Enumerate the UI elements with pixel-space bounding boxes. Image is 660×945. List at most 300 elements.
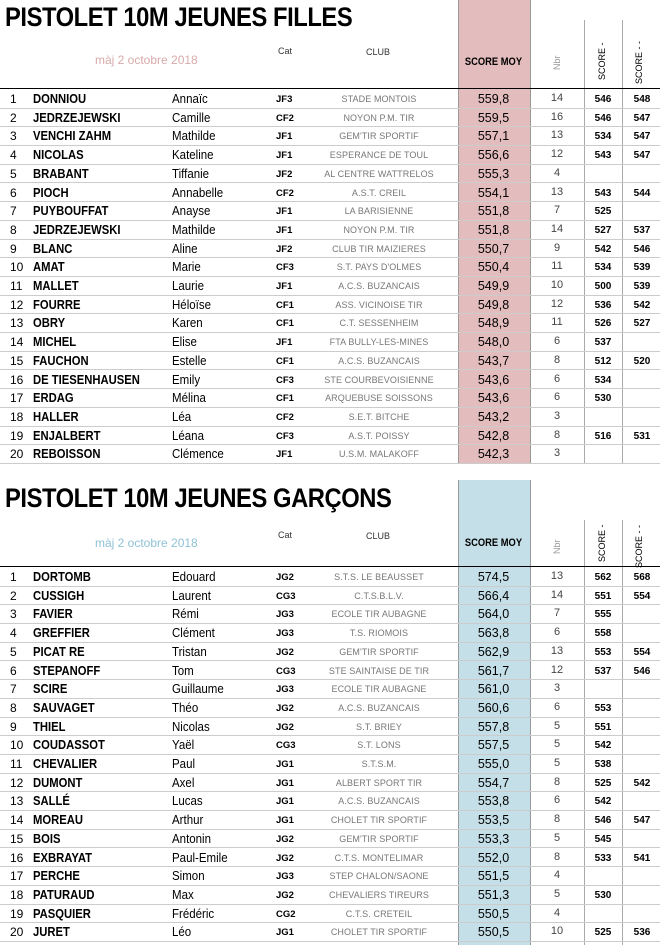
boys-cell-rank: 4 <box>10 626 17 641</box>
boys-cat-header: Cat <box>278 530 293 540</box>
boys-score2-header: SCORE - - <box>634 524 644 568</box>
girls-table-row <box>0 370 660 390</box>
girls-cell-last-name: MICHEL <box>33 335 77 350</box>
boys-table-row <box>0 642 660 662</box>
boys-cell-last-name: PASQUIER <box>33 906 91 921</box>
girls-cell-score-avg: 551,8 <box>477 204 510 219</box>
boys-cell-nbr: 5 <box>553 738 561 751</box>
boys-cell-category: JG3 <box>276 628 294 640</box>
boys-cell-last-name: MOREAU <box>33 813 84 828</box>
boys-table-row <box>0 810 660 830</box>
boys-cell-first-name: Tristan <box>172 644 207 659</box>
boys-cell-last-name: FAVIER <box>33 607 73 622</box>
boys-cell-category: JG3 <box>276 684 294 696</box>
girls-cell-last-name: PIOCH <box>33 185 69 200</box>
girls-table-row <box>0 145 660 165</box>
girls-cell-score-avg: 543,7 <box>477 353 510 368</box>
boys-cell-score-1: 525 <box>594 777 612 789</box>
girls-cell-first-name: Anayse <box>172 204 211 219</box>
girls-cell-rank: 20 <box>10 447 24 462</box>
girls-cell-score-1: 534 <box>594 262 612 274</box>
boys-cell-rank: 19 <box>10 906 24 921</box>
boys-cell-last-name: GREFFIER <box>33 626 90 641</box>
boys-cell-nbr: 5 <box>553 831 561 844</box>
girls-cell-score-2: 547 <box>633 131 651 143</box>
boys-cell-score-1: 542 <box>594 796 612 808</box>
girls-cell-nbr: 9 <box>553 241 561 254</box>
boys-cell-rank: 17 <box>10 869 24 884</box>
boys-cell-score-1: 558 <box>594 628 612 640</box>
girls-cell-nbr: 6 <box>553 391 561 404</box>
girls-cell-nbr: 12 <box>550 148 564 161</box>
boys-cell-last-name: STEPANOFF <box>33 663 101 678</box>
boys-cell-rank: 20 <box>10 925 24 940</box>
boys-cell-rank: 13 <box>10 794 24 809</box>
girls-cell-club: C.T. SESSENHEIM <box>339 318 419 329</box>
boys-table-row <box>0 904 660 924</box>
girls-cell-nbr: 11 <box>551 260 563 273</box>
girls-cell-category: CF3 <box>276 430 294 442</box>
girls-cell-nbr: 14 <box>550 92 564 104</box>
girls-cell-score-avg: 548,9 <box>477 316 510 331</box>
girls-cell-score-1: 536 <box>594 299 612 311</box>
girls-cell-score-2: 547 <box>633 150 651 162</box>
boys-cell-category: JG2 <box>276 702 294 714</box>
boys-cell-nbr: 6 <box>553 794 561 807</box>
girls-cell-club: GEM'TIR SPORTIF <box>339 131 419 142</box>
boys-cell-category: JG1 <box>276 815 294 827</box>
girls-cell-club: ESPERANCE DE TOUL <box>329 150 429 161</box>
girls-cell-nbr: 6 <box>553 372 561 385</box>
girls-section <box>0 0 660 465</box>
girls-cat-header: Cat <box>278 46 293 56</box>
boys-cell-last-name: JURET <box>33 925 70 940</box>
girls-cell-nbr: 3 <box>553 409 561 422</box>
boys-cell-score-2: 542 <box>633 777 651 789</box>
boys-cell-rank: 10 <box>10 738 24 753</box>
girls-cell-score-avg: 554,1 <box>477 185 510 200</box>
girls-cell-nbr: 11 <box>551 316 563 329</box>
girls-cell-score-1: 500 <box>594 281 612 292</box>
girls-cell-last-name: DONNIOU <box>33 92 87 106</box>
girls-cell-last-name: PUYBOUFFAT <box>33 204 109 219</box>
girls-cell-last-name: ERDAG <box>33 391 74 406</box>
boys-cell-first-name: Axel <box>172 775 195 790</box>
boys-cell-score-avg: 557,8 <box>477 719 510 734</box>
boys-cell-score-1: 551 <box>594 590 612 602</box>
boys-cell-rank: 12 <box>10 775 24 790</box>
boys-cell-first-name: Laurent <box>172 588 212 603</box>
boys-cell-club: STE SAINTAISE DE TIR <box>328 665 430 676</box>
girls-cell-nbr: 16 <box>550 110 564 123</box>
girls-table-row <box>0 351 660 371</box>
girls-cell-club: A.C.S. BUZANCAIS <box>338 281 420 291</box>
boys-table-row <box>0 922 660 942</box>
boys-cell-club: C.T.S. CRETEIL <box>345 908 413 919</box>
boys-cell-category: JG1 <box>276 777 294 789</box>
girls-cell-score-avg: 543,6 <box>477 391 510 406</box>
boys-cell-score-1: 553 <box>594 702 612 714</box>
boys-cell-score-1: 542 <box>594 740 612 752</box>
boys-table-row <box>0 791 660 811</box>
boys-cell-category: JG3 <box>276 609 294 621</box>
girls-cell-score-2: 547 <box>633 112 651 124</box>
girls-cell-nbr: 8 <box>553 353 561 366</box>
girls-cell-category: JF1 <box>276 150 293 162</box>
girls-cell-category: JF2 <box>276 243 293 255</box>
boys-cell-score-1: 537 <box>594 665 612 677</box>
girls-cell-score-2: 531 <box>633 430 651 442</box>
boys-cell-nbr: 14 <box>550 588 564 601</box>
girls-cell-rank: 2 <box>10 110 17 125</box>
girls-cell-rank: 16 <box>10 372 24 387</box>
girls-cell-last-name: DE TIESENHAUSEN <box>33 372 140 387</box>
boys-cell-last-name: CHEVALIER <box>33 757 98 771</box>
boys-cell-last-name: DORTOMB <box>33 570 91 584</box>
boys-score1-header: SCORE - <box>597 524 607 562</box>
boys-cell-category: CG3 <box>276 665 296 677</box>
girls-cell-rank: 12 <box>10 297 24 312</box>
boys-cell-score-1: 545 <box>594 833 612 845</box>
girls-cell-score-2: 544 <box>633 187 651 199</box>
girls-cell-category: CF1 <box>276 318 294 330</box>
girls-cell-club: LA BARISIENNE <box>344 206 414 217</box>
girls-cell-first-name: Karen <box>172 316 203 331</box>
girls-table-row <box>0 220 660 240</box>
boys-cell-last-name: SAUVAGET <box>33 700 95 715</box>
girls-cell-rank: 9 <box>10 241 17 256</box>
boys-cell-club: CHEVALIERS TIREURS <box>329 889 429 900</box>
boys-cell-first-name: Guillaume <box>172 682 224 697</box>
boys-cell-score-avg: 551,5 <box>477 869 510 884</box>
girls-cell-category: CF3 <box>276 262 294 274</box>
girls-cell-club: A.S.T. POISSY <box>348 430 410 441</box>
boys-cell-last-name: BOIS <box>33 831 61 846</box>
boys-cell-club: C.T.S. MONTELIMAR <box>334 852 424 863</box>
girls-cell-nbr: 7 <box>553 204 561 217</box>
girls-cell-rank: 7 <box>10 204 17 219</box>
boys-cell-score-avg: 562,9 <box>477 644 510 659</box>
girls-table-row <box>0 407 660 427</box>
girls-cell-score-1: 534 <box>594 374 612 386</box>
girls-cell-score-1: 543 <box>594 187 612 199</box>
boys-cell-nbr: 8 <box>553 813 561 826</box>
boys-cell-last-name: SALLÉ <box>33 794 70 809</box>
boys-cell-nbr: 13 <box>550 570 564 582</box>
girls-cell-last-name: MALLET <box>33 279 79 293</box>
girls-table-row <box>0 126 660 146</box>
boys-cell-score-1: 538 <box>594 759 612 770</box>
boys-cell-score-1: 562 <box>594 572 612 583</box>
girls-cell-category: JF2 <box>276 168 293 180</box>
girls-cell-rank: 1 <box>10 92 17 106</box>
girls-table-row <box>0 295 660 315</box>
girls-cell-rank: 19 <box>10 428 24 443</box>
girls-cell-score-1: 527 <box>594 224 612 236</box>
boys-cell-nbr: 8 <box>553 775 561 788</box>
boys-cell-last-name: PERCHE <box>33 869 80 884</box>
boys-cell-first-name: Antonin <box>172 831 212 846</box>
boys-cell-first-name: Simon <box>172 869 205 884</box>
boys-cell-score-1: 533 <box>594 852 612 864</box>
boys-table-row <box>0 866 660 886</box>
boys-table-row <box>0 567 660 587</box>
girls-cell-first-name: Estelle <box>172 353 207 368</box>
boys-cell-rank: 3 <box>10 607 17 622</box>
girls-cell-first-name: Aline <box>172 241 198 256</box>
boys-cell-category: CG2 <box>276 908 296 920</box>
boys-cell-score-1: 530 <box>594 889 612 901</box>
boys-cell-rank: 2 <box>10 588 17 603</box>
girls-cell-score-2: 527 <box>633 318 651 330</box>
girls-cell-club: NOYON P.M. TIR <box>343 112 415 123</box>
boys-cell-club: S.T. BRIEY <box>355 721 402 732</box>
boys-cell-first-name: Nicolas <box>172 719 210 734</box>
girls-cell-club: STE COURBEVOISIENNE <box>324 374 434 385</box>
boys-table-row <box>0 829 660 849</box>
girls-cell-score-2: 539 <box>633 281 651 292</box>
boys-cell-score-2: 546 <box>633 665 651 677</box>
boys-title: PISTOLET 10M JEUNES GARÇONS <box>5 483 392 513</box>
girls-cell-category: CF3 <box>276 374 294 386</box>
girls-cell-last-name: FAUCHON <box>33 353 89 368</box>
girls-cell-club: STADE MONTOIS <box>341 94 417 104</box>
girls-cell-score-avg: 559,8 <box>477 92 510 106</box>
boys-cell-club: CHOLET TIR SPORTIF <box>330 815 428 826</box>
boys-cell-first-name: Clément <box>172 626 215 641</box>
girls-cell-first-name: Mathilde <box>172 222 216 237</box>
boys-cell-nbr: 8 <box>553 850 561 863</box>
boys-cell-category: JG2 <box>276 852 294 864</box>
boys-cell-score-avg: 561,7 <box>477 663 510 678</box>
boys-table-row <box>0 885 660 905</box>
boys-table-row <box>0 735 660 755</box>
girls-cell-score-2: 548 <box>633 94 651 105</box>
girls-table-row <box>0 164 660 184</box>
boys-cell-nbr: 5 <box>553 887 561 900</box>
girls-title: PISTOLET 10M JEUNES FILLES <box>5 2 353 32</box>
boys-table-row <box>0 848 660 868</box>
boys-cell-rank: 5 <box>10 644 17 659</box>
boys-cell-first-name: Max <box>172 887 194 902</box>
girls-cell-rank: 14 <box>10 335 24 350</box>
girls-cell-rank: 5 <box>10 166 17 181</box>
boys-cell-first-name: Arthur <box>172 813 204 828</box>
girls-cell-nbr: 4 <box>553 166 561 179</box>
girls-cell-last-name: BLANC <box>33 241 73 256</box>
girls-cell-score-1: 534 <box>594 131 612 143</box>
boys-cell-rank: 9 <box>10 719 17 734</box>
boys-cell-score-1: 551 <box>594 721 612 733</box>
girls-cell-score-avg: 542,3 <box>477 447 510 462</box>
boys-cell-rank: 1 <box>10 570 17 584</box>
boys-cell-score-avg: 561,0 <box>477 682 510 697</box>
girls-cell-score-1: 525 <box>594 206 612 218</box>
girls-cell-first-name: Kateline <box>172 148 214 163</box>
girls-cell-score-avg: 550,7 <box>477 241 510 256</box>
girls-cell-category: CF1 <box>276 355 294 367</box>
girls-cell-score-1: 512 <box>594 355 612 367</box>
girls-cell-club: S.T. PAYS D'OLMES <box>336 262 422 273</box>
boys-table-row <box>0 623 660 643</box>
girls-cell-last-name: ENJALBERT <box>33 428 101 443</box>
girls-cell-nbr: 8 <box>553 428 561 441</box>
boys-cell-first-name: Yaël <box>172 738 195 753</box>
girls-cell-category: JF1 <box>276 131 293 143</box>
girls-cell-category: CF2 <box>276 187 294 199</box>
girls-cell-category: CF2 <box>276 112 294 124</box>
girls-cell-first-name: Emily <box>172 372 201 387</box>
boys-cell-score-2: 541 <box>633 852 651 864</box>
boys-cell-rank: 8 <box>10 700 17 715</box>
boys-cell-first-name: Frédéric <box>172 906 215 921</box>
girls-score1-header: SCORE - <box>597 42 607 80</box>
girls-cell-rank: 4 <box>10 148 17 163</box>
girls-cell-club: ASS. VICINOISE TIR <box>335 299 423 310</box>
boys-cell-score-avg: 566,4 <box>477 588 510 603</box>
boys-cell-club: S.T.S.M. <box>361 759 397 769</box>
girls-table-row <box>0 444 660 464</box>
girls-cell-first-name: Tiffanie <box>172 166 210 181</box>
girls-cell-last-name: JEDRZEJEWSKI <box>33 110 121 125</box>
girls-cell-club: A.C.S. BUZANCAIS <box>338 355 420 366</box>
boys-cell-last-name: EXBRAYAT <box>33 850 92 865</box>
girls-cell-score-avg: 549,9 <box>477 279 510 293</box>
girls-cell-first-name: Léa <box>172 409 192 424</box>
girls-cell-first-name: Mathilde <box>172 129 216 144</box>
boys-cell-score-1: 525 <box>594 927 612 939</box>
girls-cell-nbr: 14 <box>550 222 564 235</box>
girls-cell-score-avg: 543,6 <box>477 372 510 387</box>
girls-cell-last-name: BRABANT <box>33 166 89 181</box>
girls-cell-category: CF2 <box>276 411 294 423</box>
boys-cell-score-1: 555 <box>594 609 612 621</box>
boys-cell-rank: 6 <box>10 663 17 678</box>
boys-cell-club: ECOLE TIR AUBAGNE <box>331 684 427 695</box>
girls-cell-score-1: 516 <box>594 430 612 442</box>
boys-section <box>0 480 660 945</box>
girls-cell-score-avg: 556,6 <box>477 148 510 163</box>
boys-cell-score-avg: 555,0 <box>477 757 510 771</box>
boys-cell-score-2: 568 <box>633 572 651 583</box>
boys-cell-score-avg: 552,0 <box>477 850 510 865</box>
girls-cell-first-name: Annaïc <box>172 92 208 106</box>
boys-cell-score-1: 546 <box>594 815 612 827</box>
boys-cell-club: T.S. RIOMOIS <box>349 628 409 639</box>
boys-cell-nbr: 6 <box>553 700 561 713</box>
boys-cell-score-avg: 550,5 <box>477 925 510 940</box>
girls-table-row <box>0 313 660 333</box>
boys-cell-rank: 18 <box>10 887 24 902</box>
boys-cell-category: JG2 <box>276 833 294 845</box>
girls-score-header: SCORE MOY <box>464 56 523 68</box>
boys-cell-category: JG3 <box>276 871 294 883</box>
girls-cell-score-2: 546 <box>633 243 651 255</box>
girls-cell-club: CLUB TIR MAIZIERES <box>332 243 426 254</box>
boys-score-header: SCORE MOY <box>464 537 523 549</box>
boys-cell-category: CG3 <box>276 740 296 752</box>
boys-cell-score-avg: 557,5 <box>477 738 510 753</box>
girls-cell-nbr: 13 <box>550 129 564 142</box>
girls-cell-first-name: Héloïse <box>172 297 211 312</box>
girls-cell-club: FTA BULLY-LES-MINES <box>329 337 429 348</box>
girls-table-row <box>0 239 660 259</box>
boys-cell-score-avg: 553,3 <box>477 831 510 846</box>
boys-cell-rank: 14 <box>10 813 24 828</box>
girls-cell-club: ARQUEBUSE SOISSONS <box>325 393 433 404</box>
girls-table-row <box>0 89 660 109</box>
girls-cell-nbr: 12 <box>550 297 564 310</box>
girls-score2-header: SCORE - - <box>634 40 644 84</box>
boys-cell-club: CHOLET TIR SPORTIF <box>330 927 428 938</box>
girls-cell-score-avg: 557,1 <box>477 129 510 144</box>
girls-cell-rank: 6 <box>10 185 17 200</box>
boys-cell-club: S.T. LONS <box>357 740 401 751</box>
girls-cell-first-name: Clémence <box>172 447 224 462</box>
girls-cell-rank: 17 <box>10 391 24 406</box>
boys-cell-last-name: THIEL <box>33 719 66 734</box>
boys-cell-rank: 11 <box>10 757 23 771</box>
girls-cell-last-name: OBRY <box>33 316 66 331</box>
boys-date: màj 2 octobre 2018 <box>95 536 198 550</box>
boys-cell-category: JG2 <box>276 889 294 901</box>
boys-cell-club: GEM'TIR SPORTIF <box>339 646 419 657</box>
girls-cell-club: AL CENTRE WATTRELOS <box>324 168 434 179</box>
boys-cell-club: ALBERT SPORT TIR <box>335 777 423 788</box>
girls-cell-category: JF1 <box>276 206 293 218</box>
girls-cell-score-avg: 549,8 <box>477 297 510 312</box>
boys-cell-first-name: Lucas <box>172 794 203 809</box>
girls-cell-first-name: Marie <box>172 260 201 275</box>
boys-cell-last-name: SCIRE <box>33 682 68 697</box>
boys-cell-nbr: 5 <box>553 757 561 769</box>
boys-cell-rank: 7 <box>10 682 17 697</box>
girls-table-row <box>0 201 660 221</box>
girls-cell-score-1: 543 <box>594 150 612 162</box>
girls-cell-score-avg: 555,3 <box>477 166 510 181</box>
boys-cell-score-avg: 553,8 <box>477 794 510 809</box>
girls-cell-rank: 8 <box>10 222 17 237</box>
girls-cell-last-name: FOURRE <box>33 297 81 312</box>
boys-cell-score-avg: 550,5 <box>477 906 510 921</box>
boys-cell-nbr: 7 <box>553 607 561 620</box>
boys-cell-score-2: 554 <box>633 646 651 658</box>
girls-nbr-header: Nbr <box>552 55 562 70</box>
girls-cell-score-avg: 550,4 <box>477 260 510 275</box>
boys-cell-first-name: Tom <box>172 663 194 678</box>
boys-cell-score-2: 554 <box>633 590 651 602</box>
girls-cell-score-2: 520 <box>633 355 651 367</box>
girls-cell-first-name: Elise <box>172 335 197 350</box>
boys-table-row <box>0 679 660 699</box>
girls-cell-first-name: Camille <box>172 110 211 125</box>
girls-cell-rank: 10 <box>10 260 24 275</box>
boys-table-row <box>0 754 660 774</box>
girls-cell-club: NOYON P.M. TIR <box>343 224 415 235</box>
girls-cell-nbr: 6 <box>553 335 561 348</box>
girls-table-row <box>0 388 660 408</box>
girls-table-row <box>0 183 660 203</box>
boys-cell-score-avg: 564,0 <box>477 607 510 622</box>
boys-cell-score-2: 547 <box>633 815 651 827</box>
girls-cell-score-1: 546 <box>594 94 612 105</box>
boys-cell-score-avg: 554,7 <box>477 775 510 790</box>
girls-cell-first-name: Mélina <box>172 391 206 406</box>
boys-cell-nbr: 6 <box>553 626 561 639</box>
boys-cell-score-avg: 560,6 <box>477 700 510 715</box>
girls-cell-club: A.S.T. CREIL <box>351 187 407 198</box>
boys-cell-first-name: Théo <box>172 700 199 715</box>
